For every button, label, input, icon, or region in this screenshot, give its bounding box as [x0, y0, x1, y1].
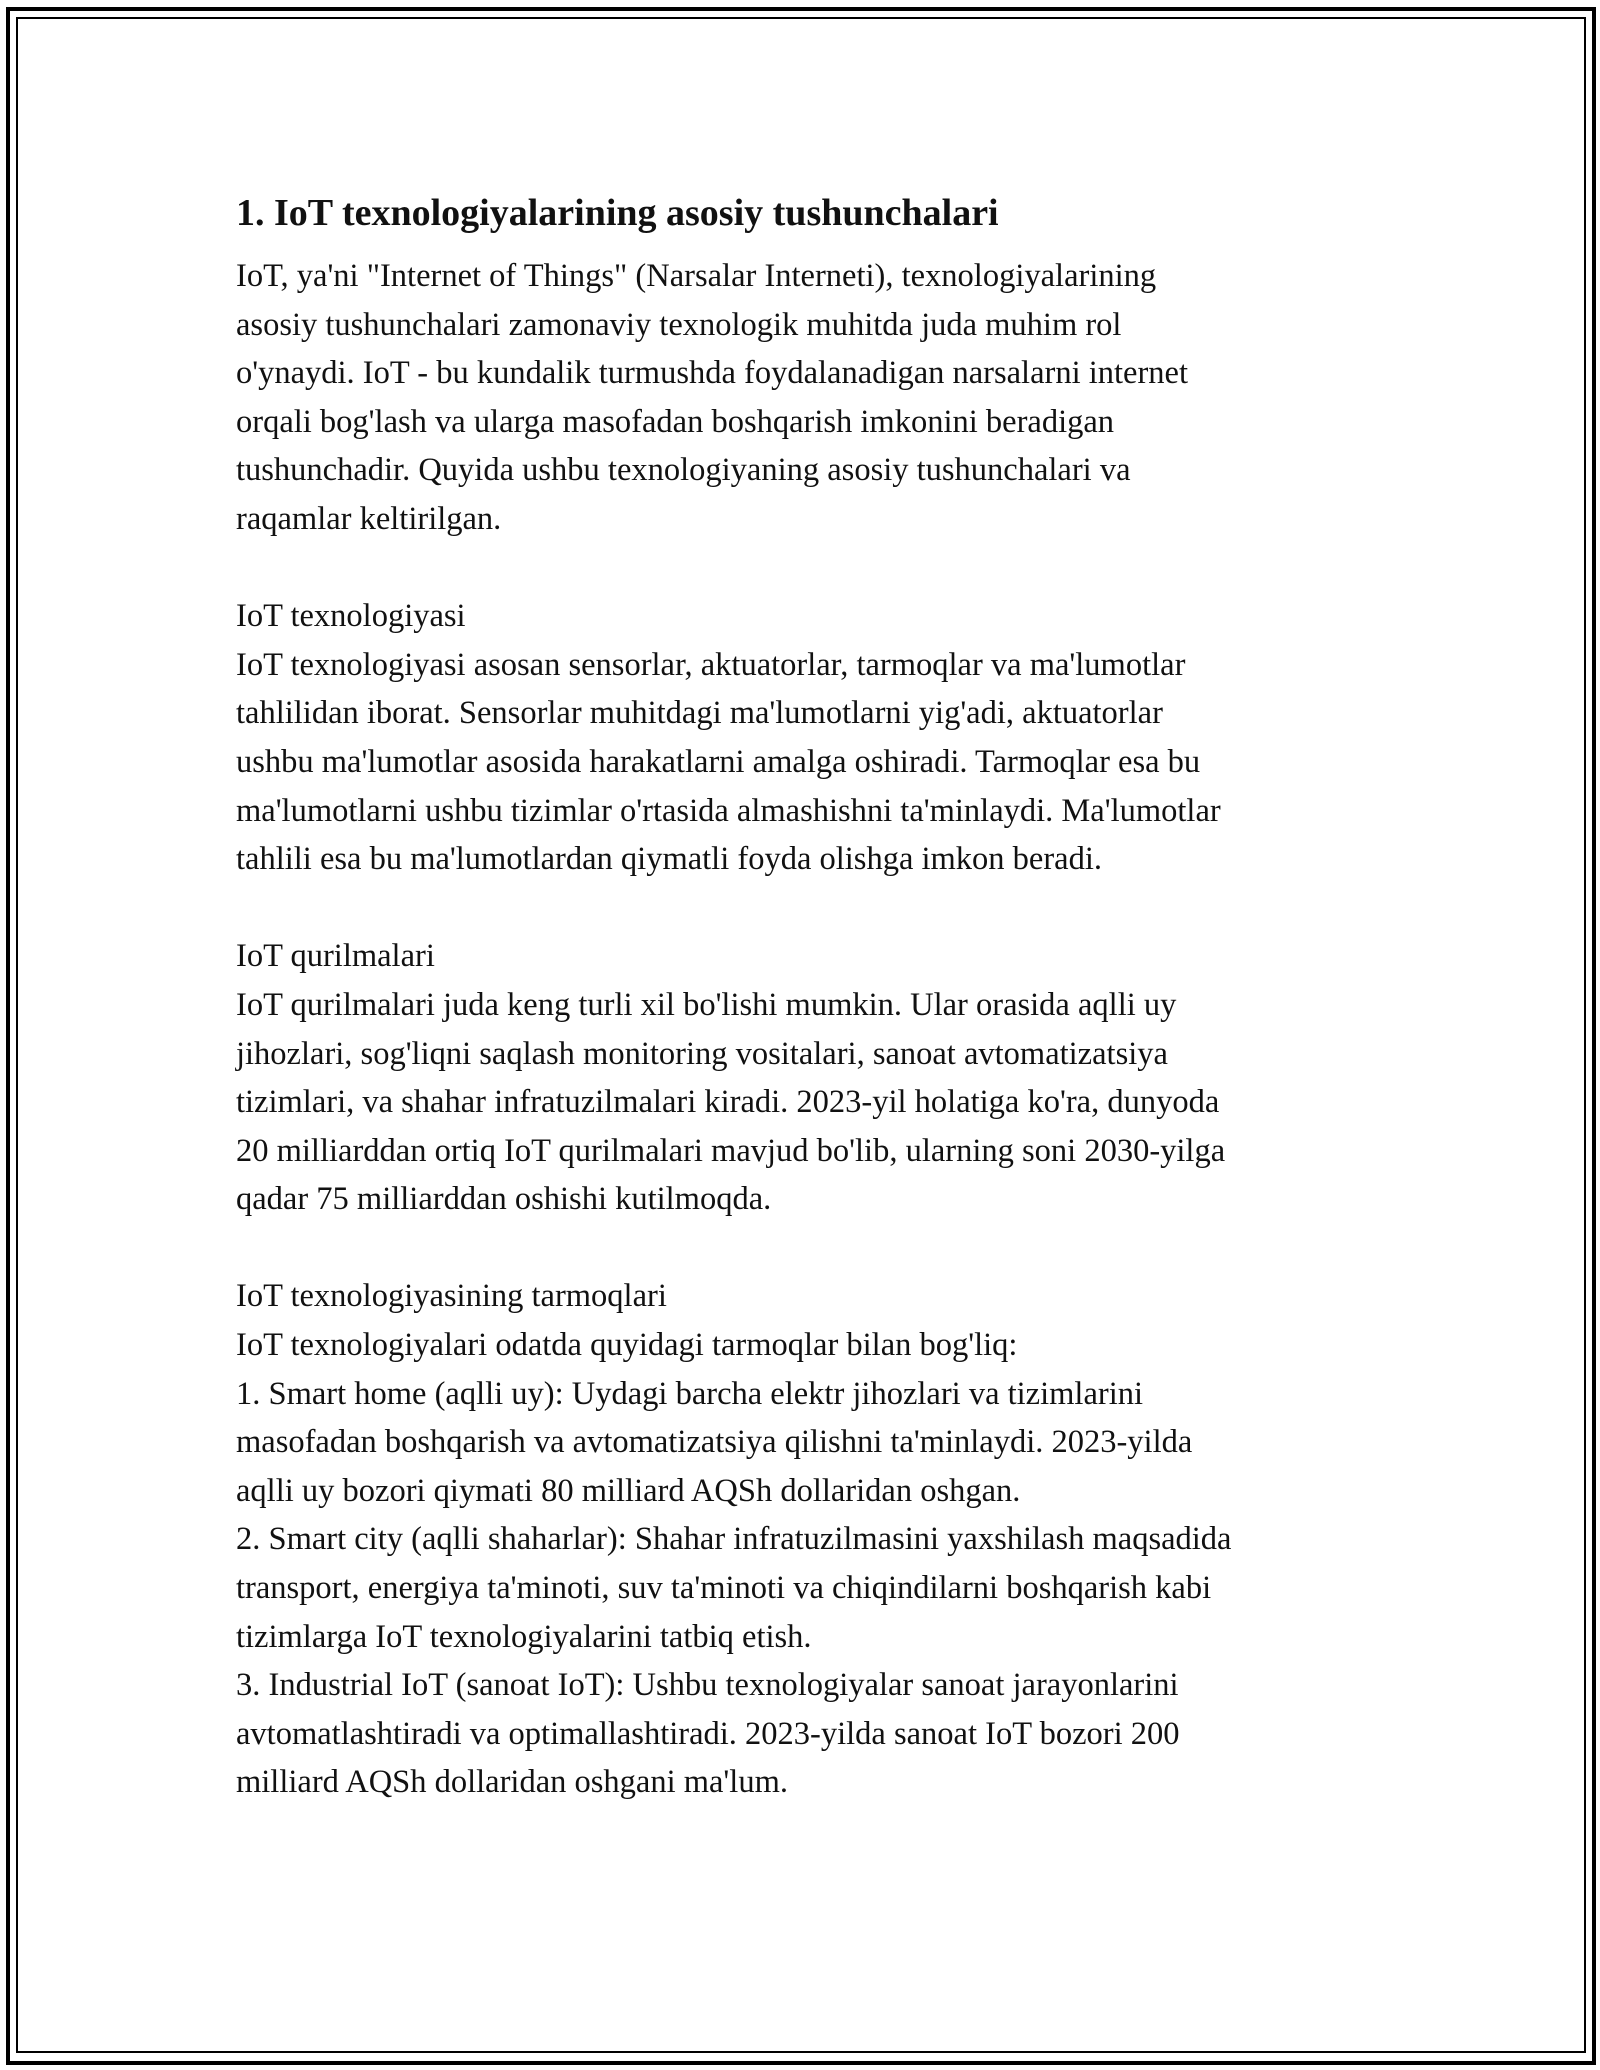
section-title: IoT texnologiyasi [236, 598, 466, 635]
paragraph-line: IoT texnologiyasi asosan sensorlar, aktuatorlar, tarmoqlar va ma'lumotlar [236, 646, 1186, 683]
paragraph-line: qadar 75 milliarddan oshishi kutilmoqda. [236, 1181, 772, 1218]
paragraph-line: tahlili esa bu ma'lumotlardan qiymatli foyda olishga imkon beradi. [236, 841, 1103, 878]
paragraph-line: IoT texnologiyalari odatda quyidagi tarmoqlar bilan bog'liq: [236, 1327, 1018, 1364]
list-item-line: milliard AQSh dollaridan oshgani ma'lum. [236, 1764, 788, 1801]
section-title: IoT qurilmalari [236, 938, 435, 975]
paragraph-line: raqamlar keltirilgan. [236, 500, 502, 537]
section-iot-devices [236, 932, 1376, 1224]
list-item-line: transport, energiya ta'minoti, suv ta'minoti va chiqindilarni boshqarish kabi [236, 1570, 1212, 1607]
paragraph-line: 20 milliarddan ortiq IoT qurilmalari mavjud bo'lib, ularning soni 2030-yilga [236, 1132, 1226, 1169]
paragraph-line: asosiy tushunchalari zamonaviy texnologik muhitda juda muhim rol [236, 306, 1122, 343]
paragraph-line: tizimlari, va shahar infratuzilmalari kiradi. 2023-yil holatiga ko'ra, dunyoda [236, 1084, 1220, 1121]
paragraph-line: tushunchadir. Quyida ushbu texnologiyaning asosiy tushunchalari va [236, 452, 1131, 489]
list-item-line: 2. Smart city (aqlli shaharlar): Shahar infratuzilmasini yaxshilash maqsadida [236, 1521, 1232, 1558]
list-item-line: 1. Smart home (aqlli uy): Uydagi barcha elektr jihozlari va tizimlarini [236, 1375, 1144, 1412]
list-item-line: aqlli uy bozori qiymati 80 milliard AQSh dollaridan oshgan. [236, 1472, 1021, 1509]
paragraph-gap [236, 884, 1376, 933]
section-iot-technology [236, 592, 1376, 884]
paragraph-line: IoT, ya'ni "Internet of Things" (Narsalar Interneti), texnologiyalarining [236, 258, 1157, 294]
paragraph-line: o'ynaydi. IoT - bu kundalik turmushda foydalanadigan narsalarni internet [236, 355, 1189, 392]
paragraph-line: ma'lumotlarni ushbu tizimlar o'rtasida almashishni ta'minlaydi. Ma'lumotlar [236, 792, 1221, 829]
section-iot-networks [236, 1272, 1376, 1807]
paragraph-line: tahlilidan iborat. Sensorlar muhitdagi ma'lumotlarni yig'adi, aktuatorlar [236, 695, 1163, 732]
paragraph-gap [236, 544, 1376, 593]
paragraph-line: IoT qurilmalari juda keng turli xil bo'lishi mumkin. Ular orasida aqlli uy [236, 986, 1177, 1023]
paragraph-gap [236, 1224, 1376, 1273]
list-item-line: tizimlarga IoT texnologiyalarini tatbiq etish. [236, 1618, 812, 1655]
paragraph-line: orqali bog'lash va ularga masofadan boshqarish imkonini beradigan [236, 403, 1115, 440]
paragraph-line: ushbu ma'lumotlar asosida harakatlarni amalga oshiradi. Tarmoqlar esa bu [236, 743, 1201, 780]
list-item-line: avtomatlashtiradi va optimallashtiradi. 2023-yilda sanoat IoT bozori 200 [236, 1715, 1180, 1752]
document-page [236, 186, 1376, 1807]
intro-paragraph [236, 252, 1376, 544]
section-title: IoT texnologiyasining tarmoqlari [236, 1278, 667, 1315]
paragraph-line: jihozlari, sog'liqni saqlash monitoring vositalari, sanoat avtomatizatsiya [236, 1035, 1168, 1072]
list-item-line: 3. Industrial IoT (sanoat IoT): Ushbu texnologiyalar sanoat jarayonlarini [236, 1667, 1179, 1704]
page-title: 1. IoT texnologiyalarining asosiy tushunchalari [236, 192, 999, 234]
list-item-line: masofadan boshqarish va avtomatizatsiya qilishni ta'minlaydi. 2023-yilda [236, 1424, 1193, 1461]
